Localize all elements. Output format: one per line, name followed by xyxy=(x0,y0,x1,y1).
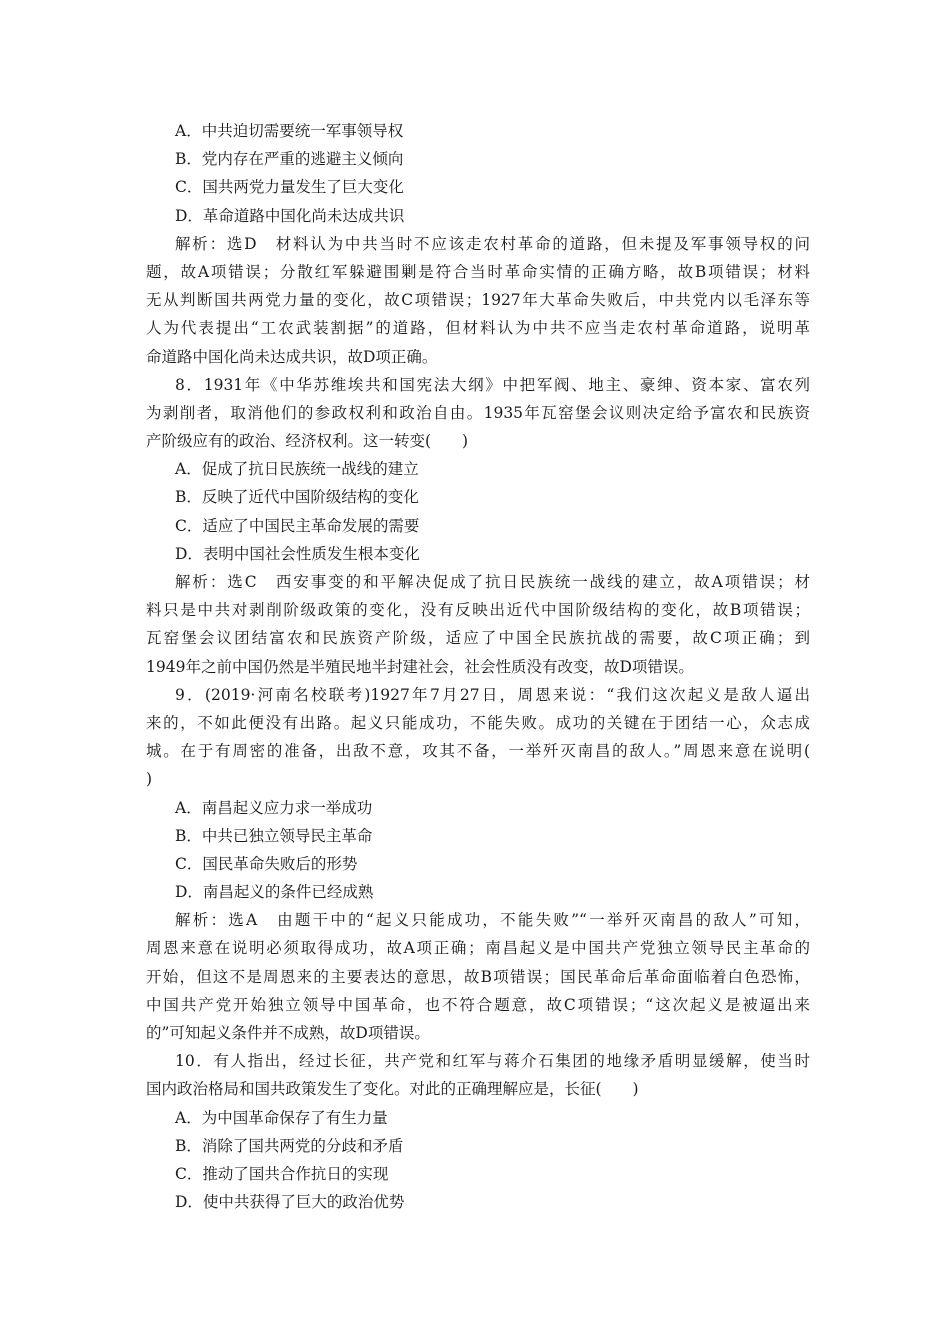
analysis-line: 解析：选D 材料认为中共当时不应该走农村革命的道路，但未提及军事领导权的问 xyxy=(175,234,810,253)
analysis-line: 解析：选C 西安事变的和平解决促成了抗日民族统一战线的建立，故A项错误；材 xyxy=(175,573,810,591)
option-a: A．促成了抗日民族统一战线的建立 xyxy=(175,460,419,479)
option-b: B．党内存在严重的逃避主义倾向 xyxy=(175,150,404,169)
stem-line: 为剥削者，取消他们的参政权利和政治自由。1935年瓦窑堡会议则决定给予富农和民族资 xyxy=(146,403,810,422)
document-page xyxy=(146,117,810,1216)
stem-line: 产阶级应有的政治、经济权利。这一转变( ) xyxy=(146,432,469,451)
option-c: C．国民革命失败后的形势 xyxy=(175,854,358,873)
stem-line: 8．1931年《中华苏维埃共和国宪法大纲》中把军阀、地主、豪绅、资本家、富农列 xyxy=(175,375,810,394)
option-d: D．南昌起义的条件已经成熟 xyxy=(175,883,374,902)
analysis-line: 人为代表提出“工农武装割据”的道路，但材料认为中共不应当走农村革命道路，说明革 xyxy=(146,319,810,338)
analysis-line: 无从判断国共两党力量的变化，故C项错误；1927年大革命失败后，中共党内以毛泽东等 xyxy=(146,291,810,310)
option-c: C．适应了中国民主革命发展的需要 xyxy=(175,516,420,535)
question-7-analysis xyxy=(146,230,810,371)
stem-line: 9．(2019·河南名校联考)1927年7月27日，周恩来说：“我们这次起义是敌人逼出 xyxy=(175,685,810,704)
question-9-options xyxy=(146,794,810,907)
option-d: D．革命道路中国化尚未达成共识 xyxy=(175,206,405,225)
stem-line: ) xyxy=(146,770,153,789)
option-c: C．推动了国共合作抗日的实现 xyxy=(175,1164,389,1183)
option-d: D．表明中国社会性质发生根本变化 xyxy=(175,544,420,563)
stem-line: 城。在于有周密的准备，出敌不意，攻其不备，一举歼灭南昌的敌人。”周恩来意在说明( xyxy=(146,742,810,761)
option-d: D．使中共获得了巨大的政治优势 xyxy=(175,1193,405,1212)
stem-line: 来的，不如此便没有出路。起义只能成功，不能失败。成功的关键在于团结一心，众志成 xyxy=(146,713,810,732)
analysis-line: 解析：选A 由题干中的“起义只能成功，不能失败”“一举歼灭南昌的敌人”可知， xyxy=(175,911,810,930)
question-10-options xyxy=(146,1104,810,1217)
option-b: B．消除了国共两党的分歧和矛盾 xyxy=(175,1136,404,1155)
option-a: A．为中国革命保存了有生力量 xyxy=(175,1108,388,1127)
question-9-analysis xyxy=(146,906,810,1047)
question-8-analysis xyxy=(146,568,810,681)
analysis-line: 题，故A项错误；分散红军躲避围剿是符合当时革命实情的正确方略，故B项错误；材料 xyxy=(146,262,810,281)
question-10-stem xyxy=(146,1047,810,1103)
option-c: C．国共两党力量发生了巨大变化 xyxy=(175,178,404,197)
analysis-line: 命道路中国化尚未达成共识，故D项正确。 xyxy=(146,347,438,366)
analysis-line: 料只是中共对剥削阶级政策的变化，没有反映出近代中国阶级结构的变化，故B项错误； xyxy=(146,601,810,620)
question-8-stem xyxy=(146,371,810,456)
option-b: B．中共已独立领导民主革命 xyxy=(175,826,373,845)
option-a: A．南昌起义应力求一举成功 xyxy=(175,798,373,817)
analysis-line: 中国共产党开始独立领导中国革命，也不符合题意，故C项错误；“这次起义是被逼出来 xyxy=(146,995,810,1014)
analysis-line: 1949年之前中国仍然是半殖民地半封建社会，社会性质没有改变，故D项错误。 xyxy=(146,657,694,676)
question-8-options xyxy=(146,455,810,568)
analysis-line: 的”可知起义条件并不成熟，故D项错误。 xyxy=(146,1024,430,1042)
analysis-line: 周恩来意在说明必须取得成功，故A项正确；南昌起义是中国共产党独立领导民主革命的 xyxy=(146,939,810,958)
question-7-options xyxy=(146,117,810,230)
option-b: B．反映了近代中国阶级结构的变化 xyxy=(175,488,419,507)
question-9-stem xyxy=(146,681,810,794)
analysis-line: 开始，但这不是周恩来的主要表达的意思，故B项错误；国民革命后革命面临着白色恐怖， xyxy=(146,967,810,986)
stem-line: 国内政治格局和国共政策发生了变化。对此的正确理解应是，长征( ) xyxy=(146,1080,639,1099)
option-a: A．中共迫切需要统一军事领导权 xyxy=(175,122,404,140)
analysis-line: 瓦窑堡会议团结富农和民族资产阶级，适应了中国全民族抗战的需要，故C项正确；到 xyxy=(146,629,810,648)
stem-line: 10．有人指出，经过长征，共产党和红军与蒋介石集团的地缘矛盾明显缓解，使当时 xyxy=(175,1052,810,1071)
